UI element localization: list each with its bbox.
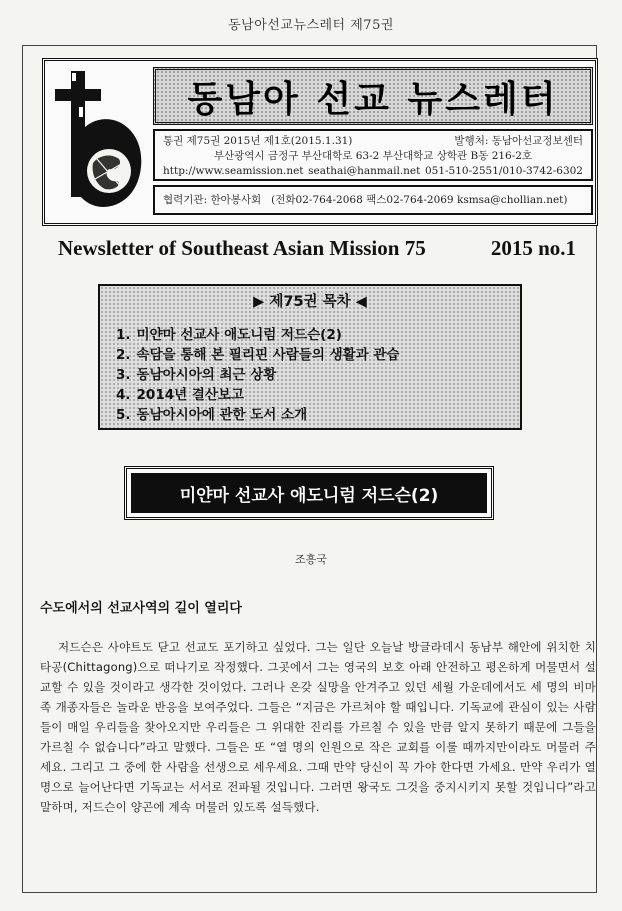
article-title-banner (124, 466, 494, 520)
table-of-contents (98, 284, 522, 430)
toc-item[interactable] (116, 385, 520, 405)
publisher-info: 발행처: 동남아선교정보센터 (454, 135, 583, 147)
article-author: 조흥국 (295, 553, 327, 566)
partner-contact: (전화02-764-2068 팩스02-764-2069 ksmsa@chollian.net) (271, 194, 568, 206)
volume-info: 통권 제75권 2015년 제1호(2015.1.31) (163, 135, 353, 147)
email-link[interactable]: seathai@hanmail.net (308, 165, 421, 177)
newsletter-title: 동남아 선교 뉴스레터 (187, 78, 559, 120)
article-body: 저드슨은 사야트도 닫고 선교도 포기하고 싶었다. 그는 일단 오늘날 방글라데시 동남부 해안에 위치한 치타공(Chittagong)으로 떠나기로 작정했다. 그곳에서 그는 영국의 보호 아래 안전하고 평온하게 머물면서 설교할 수 있을 것이라고 생각한 것이었다. 그러나 온갖 실망을 안겨주고 있던 세월 가운데에서도 세 명의 비마족 개종자들은 놀라운 반응을 보여주었다. 그들은 “지금은 가르쳐야 할 때입니다. 기독교에 관심이 있는 사람들이 매일 우리들을 찾아오지만 우리들은 그 위대한 진리를 가르칠 수 있을 만큼 알지 못하기 때문에 그들을 가르칠 수 없습니다”라고 말했다. 그들은 또 “열 명의 인원으로 작은 교회를 이룰 때까지만이라도 머물러 주세요. 그리고 그 중에 한 사람을 선생으로 세우세요. 그때 만약 당신이 꼭 가야 한다면 가세요. 만약 우리가 열 명으로 늘어난다면 기독교는 서서로 전파될 것입니다. 그러면 왕국도 그것을 중지시키지 못할 것입니다”라고 말하며, 저드슨이 양곤에 계속 머물러 있도록 설득했다. (40, 640, 596, 814)
toc-item[interactable] (116, 345, 520, 365)
toc-item-number: 5. (116, 407, 131, 423)
phone-info: 051-510-2551/010-3742-6302 (424, 165, 583, 177)
toc-item[interactable] (116, 405, 520, 425)
toc-heading: ▶ 제75권 목차 ◀ (253, 294, 367, 310)
toc-item-number: 3. (116, 367, 131, 383)
partner-info-box (153, 185, 593, 215)
mission-logo-icon (49, 67, 147, 219)
toc-item-text: 2014년 결산보고 (136, 387, 245, 403)
toc-item[interactable] (116, 325, 520, 345)
toc-item-text: 동남아시아의 최근 상황 (136, 367, 277, 383)
running-head: 동남아선교뉴스레터 제75권 (228, 18, 394, 33)
toc-item[interactable] (116, 365, 520, 385)
toc-item-number: 2. (116, 347, 131, 363)
toc-item-number: 4. (116, 387, 131, 403)
toc-item-number: 1. (116, 327, 131, 343)
address-info: 부산광역시 금정구 부산대학로 63-2 부산대학교 상학관 B동 216-2호 (213, 150, 533, 162)
toc-item-text: 미얀마 선교사 애도니럼 저드슨(2) (136, 327, 342, 343)
english-title: Newsletter of Southeast Asian Mission 75 (58, 236, 426, 260)
toc-item-text: 속담을 통해 본 필리핀 사람들의 생활과 관습 (136, 347, 400, 363)
partner-label: 협력기관: 한아봉사회 (163, 194, 262, 206)
english-issue: 2015 no.1 (490, 236, 576, 260)
section-heading: 수도에서의 선교사역의 길이 열리다 (40, 601, 242, 616)
website-link[interactable]: http://www.seamission.net (163, 165, 304, 177)
article-title: 미얀마 선교사 애도니럼 저드슨(2) (179, 485, 439, 506)
newsletter-title-box (153, 67, 593, 125)
toc-list (116, 325, 520, 425)
masthead (42, 58, 598, 226)
english-title-line (58, 236, 578, 261)
publication-info-box (153, 129, 593, 181)
toc-item-text: 동남아시아에 관한 도서 소개 (136, 407, 308, 423)
